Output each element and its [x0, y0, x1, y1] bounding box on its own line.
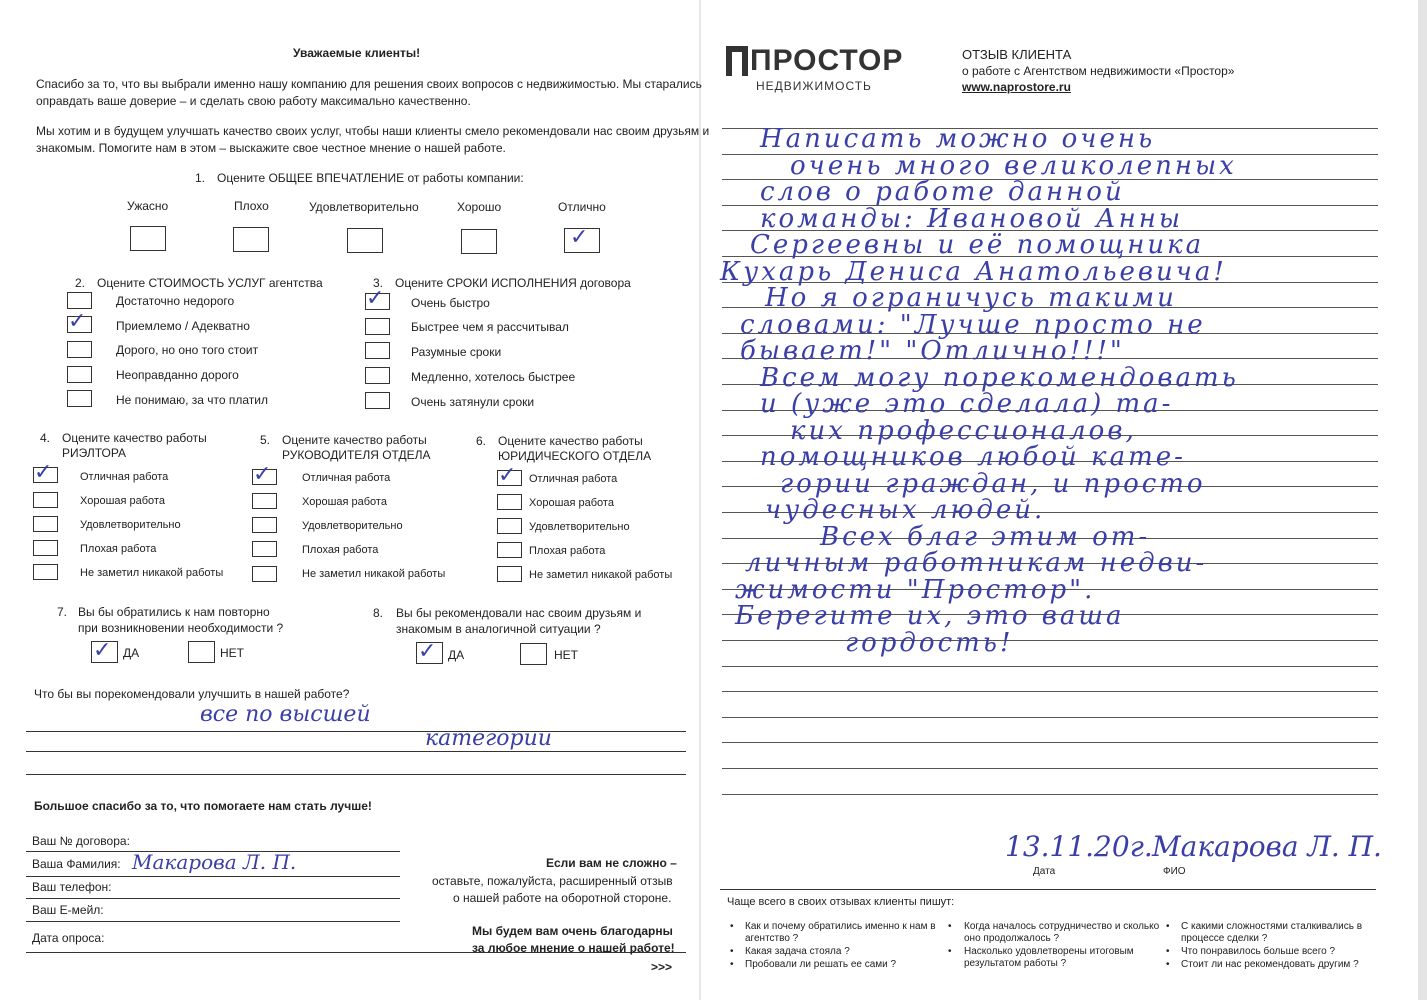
q6-label: Оцените качество работы [498, 434, 643, 448]
bullet-icon: • [1166, 946, 1170, 957]
q4-option-label: Отличная работа [80, 471, 169, 483]
q5-option-label: Удовлетворительно [302, 520, 403, 532]
q6-checkbox[interactable] [497, 566, 522, 582]
q7-no-label: НЕТ [220, 646, 244, 660]
q3-option-label: Разумные сроки [411, 345, 502, 359]
page-edge [1418, 0, 1427, 1000]
handwritten-line: очень много великолепных [790, 151, 1237, 181]
hint-text: агентство ? [745, 933, 799, 944]
intro-paragraph-1a: Спасибо за то, что вы выбрали именно нашу компанию для решения своих вопросов с недвижимостью. Мы старались [36, 77, 702, 91]
q8-number: 8. [373, 606, 384, 620]
q6-option-label: Отличная работа [529, 473, 618, 485]
q1-option-label: Отлично [558, 200, 606, 214]
improve-question: Что бы вы порекомендовали улучшить в нашей работе? [34, 687, 350, 701]
answer-line [26, 774, 686, 775]
email-field-line[interactable] [26, 921, 400, 922]
ruled-line [722, 640, 1378, 641]
q8-no-checkbox[interactable] [520, 643, 547, 665]
q5-checkbox[interactable] [252, 517, 277, 533]
answer-line [26, 751, 686, 752]
q4-checkbox[interactable] [33, 540, 58, 556]
q1-checkbox-good[interactable] [461, 229, 497, 254]
review-subtitle: о работе с Агентством недвижимости «Простор» [962, 64, 1235, 78]
q2-option-label: Приемлемо / Адекватно [116, 319, 250, 333]
q2-checkbox[interactable] [67, 292, 92, 309]
q5-checkbox[interactable] [252, 566, 277, 582]
q3-checkbox[interactable] [365, 367, 390, 384]
bullet-icon: • [730, 946, 734, 957]
q6-checkbox[interactable] [497, 542, 522, 558]
bullet-icon: • [1166, 921, 1170, 932]
phone-field-line[interactable] [26, 898, 400, 899]
handwritten-line: гории граждан, и просто [780, 469, 1206, 499]
handwritten-line: чудесных людей. [765, 495, 1046, 525]
next-page-arrows[interactable]: >>> [651, 960, 673, 974]
handwritten-line: Всем могу порекомендовать [760, 363, 1239, 393]
date-field-label: Дата опроса: [32, 931, 105, 945]
q3-option-label: Медленно, хотелось быстрее [411, 370, 576, 384]
q5-option-label: Не заметил никакой работы [302, 568, 446, 580]
intro-paragraph-1b: оправдать ваше доверие – и сделать свою работу максимально качественно. [36, 94, 471, 108]
q6-number: 6. [476, 434, 487, 448]
q6-option-label: Плохая работа [529, 545, 606, 557]
note-gratitude: Мы будем вам очень благодарны [472, 924, 673, 938]
handwritten-line: и (уже это сделала) та- [760, 389, 1174, 419]
q6-checkbox[interactable] [497, 494, 522, 510]
q3-checkbox[interactable] [365, 392, 390, 409]
q3-checkbox[interactable] [365, 342, 390, 359]
date-caption: Дата [1033, 866, 1056, 877]
answer-line [26, 731, 686, 732]
q8-label: Вы бы рекомендовали нас своим друзьям и [396, 606, 642, 620]
q2-checkbox[interactable] [67, 366, 92, 383]
checkmark-icon: ✓ [68, 309, 87, 334]
q1-checkbox-bad[interactable] [233, 227, 269, 252]
q2-label: Оцените СТОИМОСТЬ УСЛУГ агентства [97, 276, 323, 290]
surname-field-line[interactable] [26, 876, 400, 877]
hint-text: оно продолжалось ? [964, 933, 1060, 944]
handwritten-line: ких профессионалов, [790, 416, 1137, 446]
ruled-line [722, 768, 1378, 769]
q8-yes-label: ДА [448, 648, 465, 662]
handwritten-line: Всех благ этим от- [820, 522, 1151, 552]
q2-option-label: Не понимаю, за что платил [116, 393, 269, 407]
signature-name: Макарова Л. П. [1152, 830, 1382, 863]
note-title: Если вам не сложно – [546, 856, 677, 870]
q6-checkbox[interactable] [497, 518, 522, 534]
q6-option-label: Хорошая работа [529, 497, 614, 509]
hint-text: Насколько удовлетворены итоговым [964, 946, 1134, 957]
checkmark-icon: ✓ [498, 463, 517, 488]
intro-paragraph-2b: знакомым. Помогите нам в этом – выскажите свое честное мнение о нашей работе. [36, 141, 506, 155]
q7-label: Вы бы обратились к нам повторно [78, 605, 270, 619]
q7-no-checkbox[interactable] [188, 641, 215, 663]
thanks-text: Большое спасибо за то, что помогаете нам стать лучше! [34, 799, 372, 813]
q3-option-label: Очень быстро [411, 296, 490, 310]
handwritten-line: Написать можно очень [760, 124, 1156, 154]
separator-line [720, 889, 1376, 890]
handwritten-line: Но я ограничусь такими [765, 283, 1177, 313]
ruled-line [722, 794, 1378, 795]
hint-text: Какая задача стояла ? [745, 946, 850, 957]
handwritten-line: Сергеевны и её помощника [750, 230, 1205, 260]
ruled-line [722, 742, 1378, 743]
handwritten-line: команды: Ивановой Анны [760, 204, 1184, 234]
q1-option-label: Удовлетворительно [309, 200, 419, 214]
q5-number: 5. [260, 433, 271, 447]
q4-checkbox[interactable] [33, 492, 58, 508]
q1-label: Оцените ОБЩЕЕ ВПЕЧАТЛЕНИЕ от работы компании: [217, 171, 524, 185]
surname-field-label: Ваша Фамилия: [32, 857, 121, 871]
q1-option-label: Плохо [234, 199, 269, 213]
handwritten-line: помощников любой кате- [760, 442, 1186, 472]
hint-text: результатом работы ? [964, 958, 1067, 969]
checkmark-icon: ✓ [418, 639, 437, 664]
q5-label-subject: РУКОВОДИТЕЛЯ ОТДЕЛА [282, 448, 431, 462]
note-text: о нашей работе на оборотной стороне. [453, 891, 672, 905]
q4-checkbox[interactable] [33, 516, 58, 532]
q1-option-label: Ужасно [127, 199, 169, 213]
q1-number: 1. [195, 171, 206, 185]
q4-number: 4. [40, 431, 51, 445]
greeting-title: Уважаемые клиенты! [293, 46, 421, 60]
checkmark-icon: ✓ [366, 286, 385, 311]
q5-checkbox[interactable] [252, 493, 277, 509]
q5-option-label: Хорошая работа [302, 496, 387, 508]
hint-text: С какими сложностями сталкивались в [1181, 921, 1363, 932]
q5-option-label: Плохая работа [302, 544, 379, 556]
handwritten-line: личным работникам недви- [745, 548, 1208, 578]
hint-text: Стоит ли нас рекомендовать другим ? [1181, 959, 1359, 970]
q3-option-label: Очень затянули сроки [411, 395, 535, 409]
q1-checkbox-awful[interactable] [130, 226, 166, 251]
contract-field-label: Ваш № договора: [32, 834, 130, 848]
bullet-icon: • [948, 921, 952, 932]
q7-yes-label: ДА [123, 646, 140, 660]
q4-option-label: Удовлетворительно [80, 519, 181, 531]
name-caption: ФИО [1163, 866, 1186, 877]
review-title: ОТЗЫВ КЛИЕНТА [962, 47, 1072, 62]
signature-date: 13.11.20г. [1005, 830, 1153, 863]
ruled-line [722, 717, 1378, 718]
bullet-icon: • [730, 959, 734, 970]
q8-label-line2: знакомым в аналогичной ситуации ? [396, 622, 601, 636]
q4-option-label: Плохая работа [80, 543, 157, 555]
q6-option-label: Не заметил никакой работы [529, 569, 673, 581]
email-field-label: Ваш Е-мейл: [32, 903, 104, 917]
q3-label: Оцените СРОКИ ИСПОЛНЕНИЯ договора [395, 276, 631, 290]
q3-checkbox[interactable] [365, 318, 390, 335]
q2-option-label: Достаточно недорого [116, 294, 235, 308]
intro-paragraph-2a: Мы хотим и в будущем улучшать качество своих услуг, чтобы наши клиенты смело рекомендовали нас своим друзьям и [36, 124, 710, 138]
bullet-icon: • [948, 946, 952, 957]
hint-text: Что понравилось больше всего ? [1181, 946, 1336, 957]
q2-checkbox[interactable] [67, 390, 92, 407]
hint-text: Пробовали ли решать ее сами ? [745, 959, 897, 970]
checkmark-icon: ✓ [93, 638, 112, 663]
bullet-icon: • [730, 921, 734, 932]
hint-text: Когда началось сотрудничество и сколько [964, 921, 1160, 932]
q6-option-label: Удовлетворительно [529, 521, 630, 533]
q1-checkbox-satisfactory[interactable] [347, 228, 383, 253]
q5-checkbox[interactable] [252, 541, 277, 557]
handwritten-line: гордость! [845, 628, 1014, 658]
phone-field-label: Ваш телефон: [32, 880, 112, 894]
handwritten-line: слов о работе данной [760, 177, 1125, 207]
q8-no-label: НЕТ [554, 648, 578, 662]
q4-option-label: Не заметил никакой работы [80, 567, 224, 579]
q4-checkbox[interactable] [33, 564, 58, 580]
handwritten-line: Берегите их, это ваша [735, 601, 1125, 631]
improve-answer-handwriting: категории [425, 726, 552, 751]
prostor-logo-icon [726, 46, 748, 76]
q6-label-subject: ЮРИДИЧЕСКОГО ОТДЕЛА [498, 449, 652, 463]
q7-number: 7. [57, 605, 68, 619]
q7-label-line2: при возникновении необходимости ? [78, 621, 284, 635]
website-link[interactable]: www.naprostore.ru [962, 80, 1071, 94]
logo-subtitle: НЕДВИЖИМОСТЬ [756, 79, 872, 93]
q4-option-label: Хорошая работа [80, 495, 165, 507]
ruled-line [722, 666, 1378, 667]
q4-label-subject: РИЭЛТОРА [62, 446, 127, 460]
q4-label: Оцените качество работы [62, 431, 207, 445]
logo-wordmark: ПРОСТОР [750, 44, 904, 77]
hints-title: Чаще всего в своих отзывах клиенты пишут: [727, 896, 955, 908]
q2-checkbox[interactable] [67, 341, 92, 358]
q5-option-label: Отличная работа [302, 472, 391, 484]
ruled-line [722, 691, 1378, 692]
q1-option-label: Хорошо [457, 200, 502, 214]
improve-answer-handwriting: все по высшей [200, 702, 371, 727]
q5-label: Оцените качество работы [282, 433, 427, 447]
checkmark-icon: ✓ [253, 462, 272, 487]
hint-text: процессе сделки ? [1181, 933, 1268, 944]
page-fold [699, 0, 701, 1000]
hint-text: Как и почему обратились именно к нам в [745, 921, 936, 932]
handwritten-line: Кухарь Дениса Анатольевича! [720, 257, 1227, 287]
note-text: оставьте, пожалуйста, расширенный отзыв [432, 874, 673, 888]
bullet-icon: • [1166, 959, 1170, 970]
handwritten-line: бывает!" "Отлично!!!" [740, 336, 1125, 366]
q3-number: 3. [373, 276, 384, 290]
handwritten-line: словами: "Лучше просто не [740, 310, 1206, 340]
surname-field-value: Макарова Л. П. [132, 850, 297, 874]
q2-number: 2. [75, 276, 86, 290]
q2-option-label: Дорого, но оно того стоит [116, 343, 259, 357]
checkmark-icon: ✓ [34, 460, 53, 485]
note-gratitude: за любое мнение о нашей работе! [472, 941, 675, 955]
handwritten-line: жимости "Простор". [735, 575, 1096, 605]
q2-option-label: Неоправданно дорого [116, 368, 239, 382]
q3-option-label: Быстрее чем я рассчитывал [411, 320, 569, 334]
checkmark-icon: ✓ [570, 225, 589, 250]
